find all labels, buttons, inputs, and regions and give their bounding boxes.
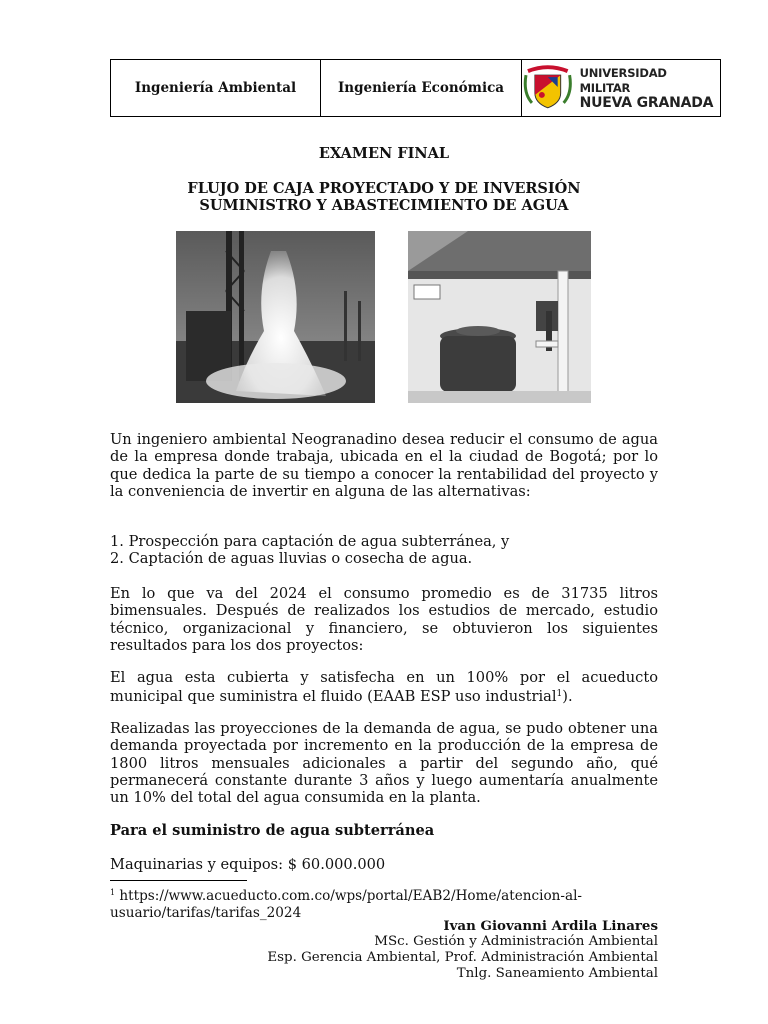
footnote-url-line2[interactable]: usuario/tarifas/tarifas_2024 xyxy=(110,905,302,921)
list-item-1: 1. Prospección para captación de agua subterránea, y xyxy=(110,533,510,550)
signature-block xyxy=(267,918,658,982)
header-table xyxy=(110,59,721,117)
author-degree-1: MSc. Gestión y Administración Ambiental xyxy=(374,934,658,949)
supply-paragraph-end: ). xyxy=(562,688,573,706)
footnote-mark: 1 xyxy=(110,888,116,897)
footnote xyxy=(110,884,670,922)
supply-paragraph-text: El agua esta cubierta y satisfecha en un 100% por el acueducto municipal que suministra el fluido (EAAB ESP uso industrial xyxy=(110,669,658,706)
water-well-drilling-photo-icon xyxy=(176,231,375,403)
footnote-divider xyxy=(110,880,247,881)
university-name xyxy=(580,66,720,111)
intro-paragraph: Un ingeniero ambiental Neogranadino desea reducir el consumo de agua de la empresa donde trabaja, ubicada en el la ciudad de Bogotá; por lo que dedica la parte de su tiempo a conocer la rentabilidad del proyecto y la conveniencia de invertir en alguna de las alternativas: xyxy=(110,431,658,500)
author-degree-2: Esp. Gerencia Ambiental, Prof. Administración Ambiental xyxy=(267,950,658,965)
supply-paragraph xyxy=(110,669,658,706)
rainwater-harvesting-tank-photo-icon xyxy=(408,231,591,403)
university-shield-icon xyxy=(522,65,574,111)
list-item-2: 2. Captación de aguas lluvias o cosecha de agua. xyxy=(110,550,473,567)
exam-title: EXAMEN FINAL xyxy=(318,145,450,162)
author-name: Ivan Giovanni Ardila Linares xyxy=(443,918,658,934)
author-degree-3: Tnlg. Saneamiento Ambiental xyxy=(456,966,658,981)
header-cell-economic: Ingeniería Económica xyxy=(321,60,522,116)
footnote-ref: 1 xyxy=(556,689,563,700)
consumption-paragraph: En lo que va del 2024 el consumo promedio es de 31735 litros bimensuales. Después de realizados los estudios de mercado, estudio técnico, organizacional y financiero, se obtuvieron los siguientes resultados para los dos proyectos: xyxy=(110,585,658,654)
footnote-url-line1[interactable]: https://www.acueducto.com.co/wps/portal/EAB2/Home/atencion-al- xyxy=(119,888,583,904)
main-title-line1: FLUJO DE CAJA PROYECTADO Y DE INVERSIÓN xyxy=(187,180,581,197)
main-title-line2: SUMINISTRO Y ABASTECIMIENTO DE AGUA xyxy=(199,197,569,214)
header-cell-logo xyxy=(522,60,720,116)
logo-line1: UNIVERSIDAD MILITAR xyxy=(579,65,667,95)
machinery-line: Maquinarias y equipos: $ 60.000.000 xyxy=(110,856,386,873)
logo-line2: NUEVA GRANADA xyxy=(579,94,714,111)
section-subheading: Para el suministro de agua subterránea xyxy=(110,822,435,839)
header-cell-environmental: Ingeniería Ambiental xyxy=(111,60,321,116)
demand-paragraph: Realizadas las proyecciones de la demanda de agua, se pudo obtener una demanda proyectada por incremento en la producción de la empresa de 1800 litros mensuales adicionales a partir del segundo año, qué permanecerá constante durante 3 años y luego aumentaría anualmente un 10% del total del agua consumida en la planta. xyxy=(110,720,658,807)
